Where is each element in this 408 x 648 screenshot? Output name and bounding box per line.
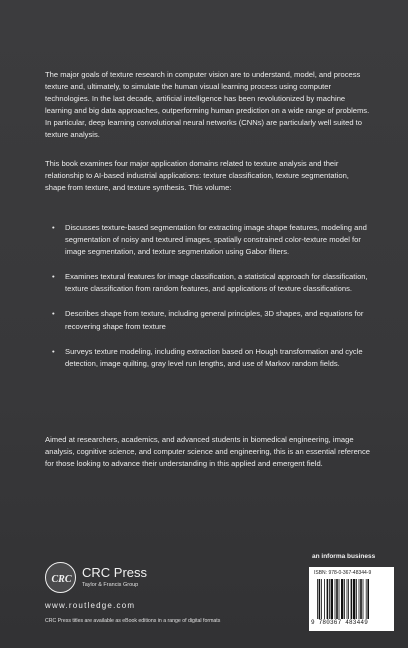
barcode [309,567,394,631]
list-item [52,271,382,295]
publisher-name: CRC Press [82,565,148,580]
list-item-text: Examines textural features for image classification, a statistical approach for classification, texture classification from random features, and applications of texture classifications. [65,272,368,294]
crc-logo-icon [45,562,76,593]
publisher-logo [45,562,245,598]
closing-paragraph: Aimed at researchers, academics, and advanced students in biomedical engineering, image analysis, cognitive science, and computer science and engineering, this is an essential reference for those looking to advance their understanding in this applied and emergent field. [45,435,371,469]
list-item [52,346,382,370]
publisher-subtitle: Taylor & Francis Group [82,582,139,588]
bullet-icon: • [52,309,55,319]
bullet-icon: • [52,346,55,356]
informa-tagline: an informa business [312,553,376,560]
isbn-label: ISBN: 978-0-367-48344-9 [314,570,372,576]
intro-paragraph: The major goals of texture research in computer vision are to understand, model, and process texture and, ultimately, to simulate the human visual learning process using computer technologies. In the last decade, artificial intelligence has been revolutionized by machine learning and big data approaches, outperforming human prediction on a wide range of problems. In particular, deep learning convolutional neural networks (CNNs) are particularly well suited to texture analysis. [45,70,370,140]
barcode-bars [317,579,387,619]
list-item [52,308,382,332]
logo-text: CRC [51,574,72,585]
list-item-text: Discusses texture-based segmentation for extracting image shape features, modeling and segmentation of noisy and textured images, spatially constrained color-texture model for image segmentation, and texture segmentation using Gabor filters. [65,223,367,257]
overview-paragraph: This book examines four major application domains related to texture analysis and their relationship to AI-based industrial applications: texture classification, texture segmentation, shape from texture, and texture synthesis. This volume: [45,159,349,193]
list-item-text: Surveys texture modeling, including extraction based on Hough transformation and cycle detection, image quilting, gray level run lengths, and use of Markov random fields. [65,346,363,368]
feature-list [52,222,382,383]
barcode-digits: 9 780367 483449 [311,619,369,626]
list-item [52,222,382,258]
publisher-website: www.routledge.com [45,601,136,610]
list-item-text: Describes shape from texture, including general principles, 3D shapes, and equations for recovering shape from texture [65,309,364,331]
bullet-icon: • [52,223,55,232]
bullet-icon: • [52,272,55,282]
ebook-note: CRC Press titles are available as eBook editions in a range of digital formats [45,618,221,624]
